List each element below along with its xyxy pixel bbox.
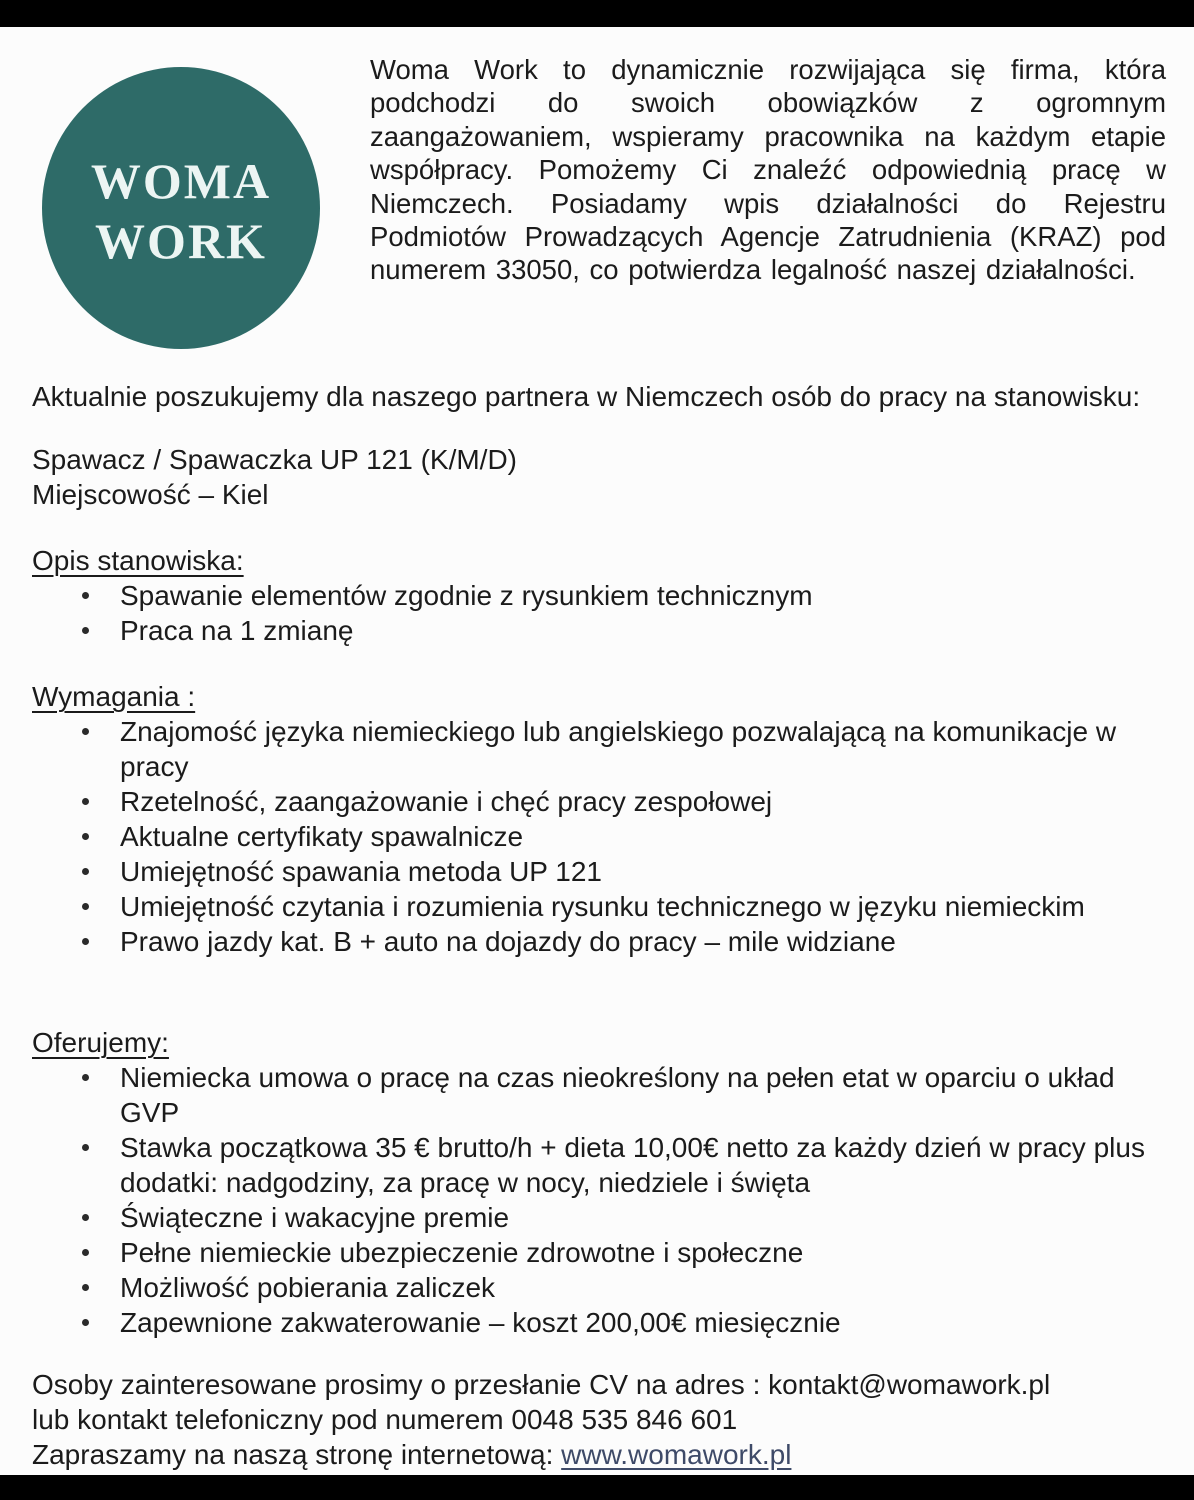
list-item: Umiejętność spawania metoda UP 121: [32, 854, 1168, 889]
position-title: Spawacz / Spawaczka UP 121 (K/M/D): [32, 444, 518, 475]
list-item: Aktualne certyfikaty spawalnicze: [32, 819, 1168, 854]
list-item: Możliwość pobierania zaliczek: [32, 1270, 1168, 1305]
list-item: Rzetelność, zaangażowanie i chęć pracy zespołowej: [32, 784, 1168, 819]
list-item: Prawo jazdy kat. B + auto na dojazdy do pracy – mile widziane: [32, 924, 1168, 959]
company-intro-paragraph: Woma Work to dynamicznie rozwijająca się firma, która podchodzi do swoich obowiązków z ogromnym zaangażowaniem, wspieramy pracownika na każdym etapie współpracy. Pomożemy Ci znaleźć odpowiednią pracę w Niemczech. Posiadamy wpis działalności do Rejestru Podmiotów Prowadzących Agencje Zatrudnienia (KRAZ) pod numerem 33050, co potwierdza legalność naszej działalności.: [370, 54, 1166, 286]
section-heading-wymagania: Wymagania :: [32, 681, 196, 712]
list-item: Spawanie elementów zgodnie z rysunkiem technicznym: [32, 578, 1168, 613]
contact-cv-line: Osoby zainteresowane prosimy o przesłanie CV na adres : kontakt@womawork.pl: [32, 1369, 1051, 1400]
job-ad-body: [32, 379, 1168, 1472]
letterbox-top-bar: [0, 0, 1194, 27]
list-item: Zapewnione zakwaterowanie – koszt 200,00€ miesięcznie: [32, 1305, 1168, 1340]
contact-phone-line: lub kontakt telefoniczny pod numerem 0048 535 846 601: [32, 1404, 738, 1435]
section-heading-oferujemy: Oferujemy:: [32, 1027, 169, 1058]
logo-text-woma: WOMA: [90, 153, 272, 209]
logo-text-work: WORK: [95, 213, 267, 269]
list-item: Stawka początkowa 35 € brutto/h + dieta 10,00€ netto za każdy dzień w pracy plus dodatki: nadgodziny, za pracę w nocy, niedziele i święta: [32, 1130, 1168, 1200]
list-item: Praca na 1 zmianę: [32, 613, 1168, 648]
list-item: Umiejętność czytania i rozumienia rysunku technicznego w języku niemieckim: [32, 889, 1168, 924]
website-line-prefix: Zapraszamy na naszą stronę internetową:: [32, 1439, 562, 1470]
list-item: Niemiecka umowa o pracę na czas nieokreślony na pełen etat w oparciu o układ GVP: [32, 1060, 1168, 1130]
letterbox-bottom-bar: [0, 1475, 1194, 1500]
oferujemy-list: [32, 1060, 1168, 1340]
list-item: Świąteczne i wakacyjne premie: [32, 1200, 1168, 1235]
company-logo: [42, 67, 320, 349]
contact-website-line: [32, 1437, 1168, 1472]
opis-stanowiska-list: [32, 578, 1168, 648]
list-item: Pełne niemieckie ubezpieczenie zdrowotne i społeczne: [32, 1235, 1168, 1270]
seeking-line: Aktualnie poszukujemy dla naszego partnera w Niemczech osób do pracy na stanowisku:: [32, 381, 1141, 412]
wymagania-list: [32, 714, 1168, 959]
list-item: Znajomość języka niemieckiego lub angielskiego pozwalającą na komunikacje w pracy: [32, 714, 1168, 784]
website-link[interactable]: www.womawork.pl: [561, 1439, 792, 1470]
job-ad-document: [0, 27, 1194, 1475]
section-heading-opis-stanowiska: Opis stanowiska:: [32, 545, 244, 576]
contact-block: [32, 1367, 1168, 1472]
position-block: [32, 442, 1168, 512]
position-location: Miejscowość – Kiel: [32, 479, 269, 510]
